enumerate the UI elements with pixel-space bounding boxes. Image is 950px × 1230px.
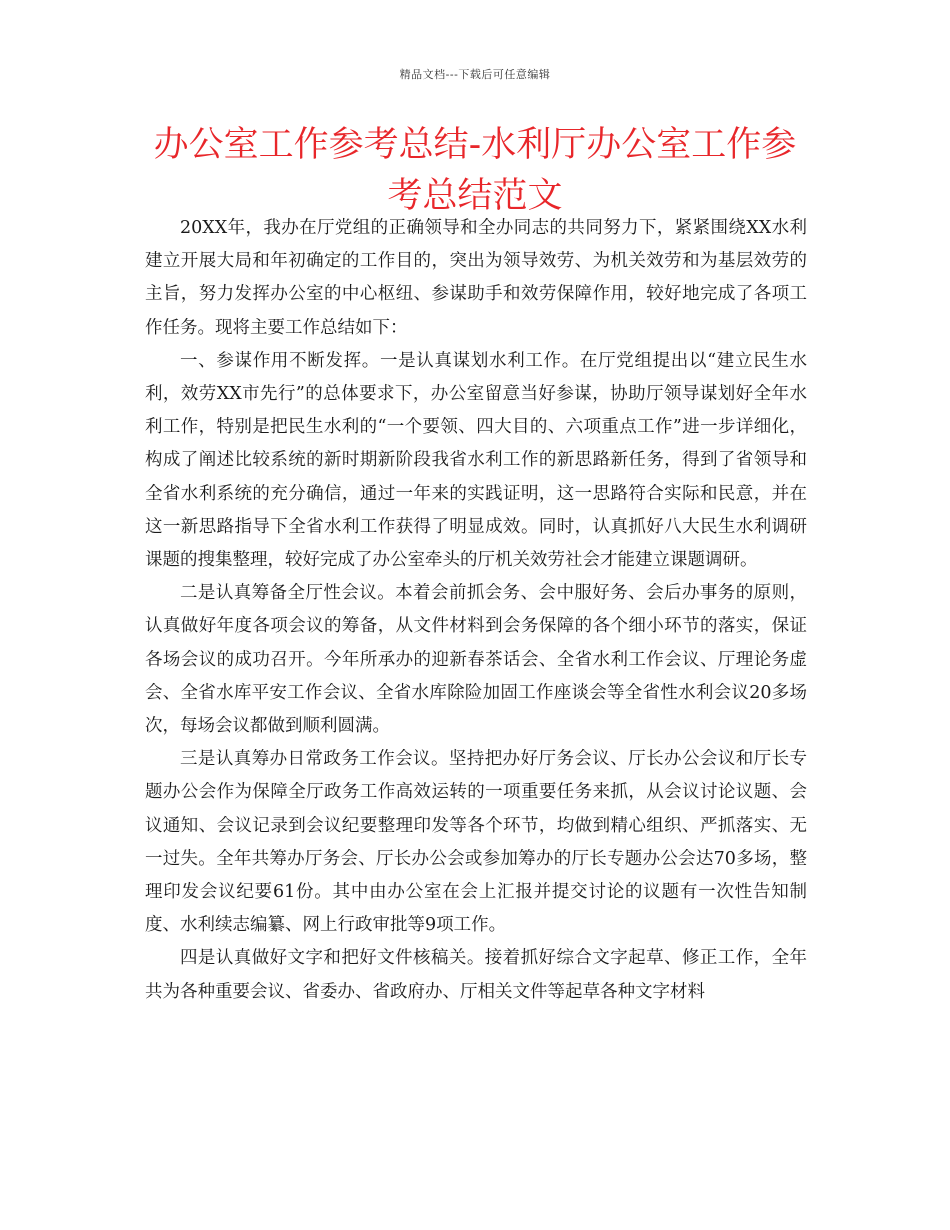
header-note: 精品文档---下载后可任意编辑: [399, 68, 551, 81]
paragraph-section-2: 二是认真筹备全厅性会议。本着会前抓会务、会中服好务、会后办事务的原则，认真做好年度各项会议的筹备，从文件材料到会务保障的各个细小环节的落实，保证各场会议的成功召开。今年所承办的迎新春茶话会、全省水利工作会议、厅理论务虚会、全省水库平安工作会议、全省水库除险加固工作座谈会等全省性水利会议20多场次，每场会议都做到顺利圆满。: [145, 583, 807, 737]
paragraph-section-4: 四是认真做好文字和把好文件核稿关。接着抓好综合文字起草、修正工作，全年共为各种重要会议、省委办、省政府办、厅相关文件等起草各种文字材料: [145, 948, 807, 1002]
document-body: [145, 212, 807, 1009]
paragraph-section-3: 三是认真筹办日常政务工作会议。坚持把办好厅务会议、厅长办公会议和厅长专题办公会作为保障全厅政务工作高效运转的一项重要任务来抓，从会议讨论议题、会议通知、会议记录到会议纪要整理印发等各个环节，均做到精心组织、严抓落实、无一过失。全年共筹办厅务会、厅长办公会或参加筹办的厅长专题办公会达70多场，整理印发会议纪要61份。其中由办公室在会上汇报并提交讨论的议题有一次性告知制度、水利续志编纂、网上行政审批等9项工作。: [145, 749, 807, 936]
paragraph-section-1: 一、参谋作用不断发挥。一是认真谋划水利工作。在厅党组提出以“建立民生水利，效劳XX市先行”的总体要求下，办公室留意当好参谋，协助厅领导谋划好全年水利工作，特别是把民生水利的“一个要领、四大目的、六项重点工作”进一步详细化，构成了阐述比较系统的新时期新阶段我省水利工作的新思路新任务，得到了省领导和全省水利系统的充分确信，通过一年来的实践证明，这一思路符合实际和民意，并在这一新思路指导下全省水利工作获得了明显成效。同时，认真抓好八大民生水利调研课题的搜集整理，较好完成了办公室牵头的厅机关效劳社会才能建立课题调研。: [145, 350, 807, 571]
paragraph-intro: 20XX年，我办在厅党组的正确领导和全办同志的共同努力下，紧紧围绕XX水利建立开展大局和年初确定的工作目的，突出为领导效劳、为机关效劳和为基层效劳的主旨，努力发挥办公室的中心枢纽、参谋助手和效劳保障作用，较好地完成了各项工作任务。现将主要工作总结如下：: [145, 218, 807, 338]
document-title: 办公室工作参考总结-水利厅办公室工作参考总结范文: [153, 125, 797, 216]
